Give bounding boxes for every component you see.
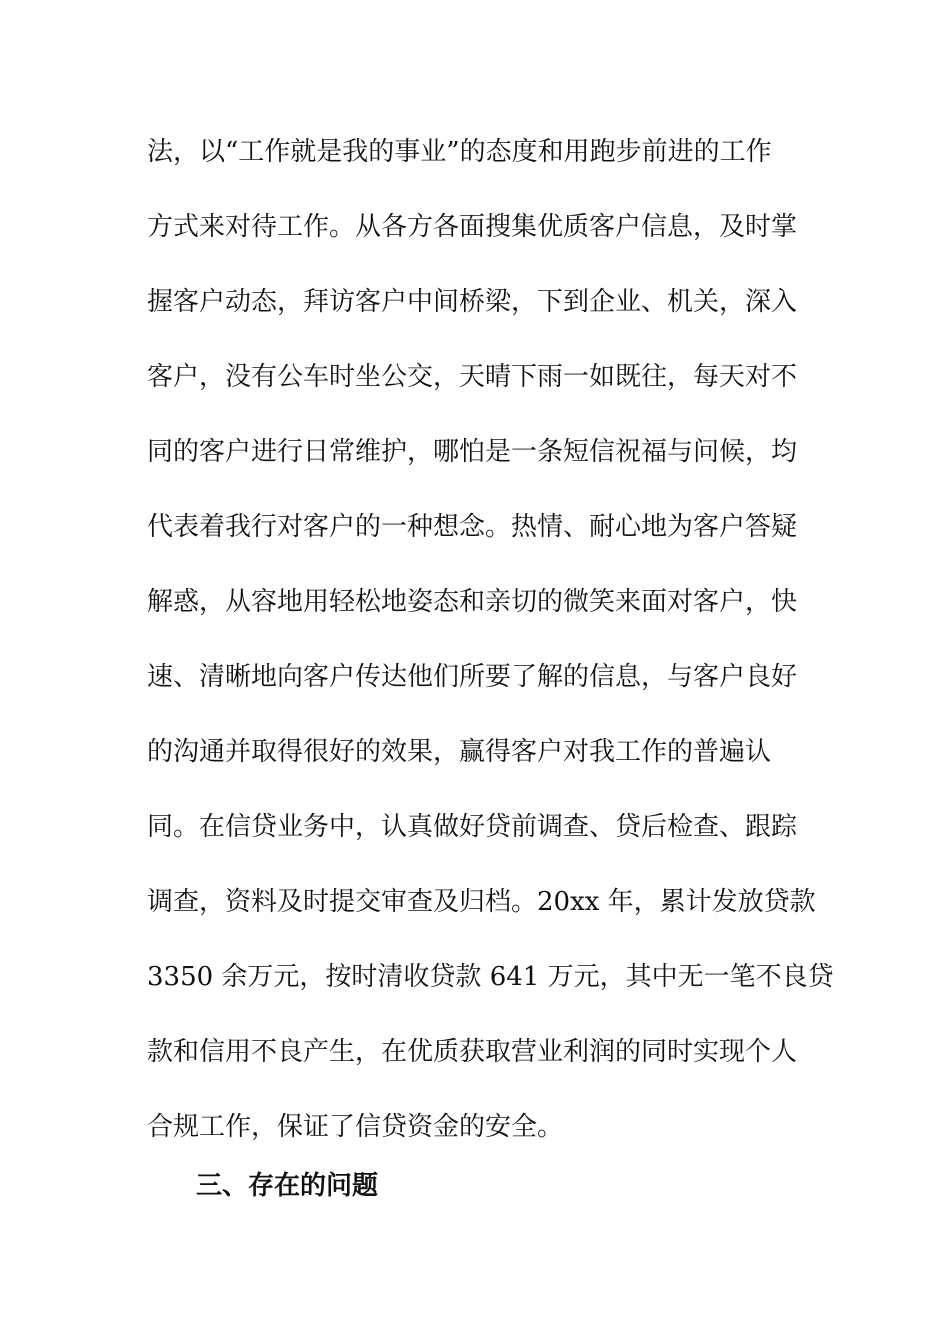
paragraph-line: 3350 余万元，按时清收贷款 641 万元，其中无一笔不良贷 (147, 962, 834, 992)
paragraph-line: 的沟通并取得很好的效果，赢得客户对我工作的普遍认 (147, 737, 772, 767)
paragraph-line: 合规工作，保证了信贷资金的安全。 (147, 1112, 564, 1142)
paragraph-line: 代表着我行对客户的一种想念。热情、耐心地为客户答疑 (147, 512, 798, 542)
paragraph-line: 法，以“工作就是我的事业”的态度和用跑步前进的工作 (147, 137, 772, 167)
paragraph-line: 款和信用不良产生，在优质获取营业利润的同时实现个人 (147, 1037, 798, 1067)
paragraph-line: 同的客户进行日常维护，哪怕是一条短信祝福与问候，均 (147, 437, 798, 467)
paragraph-line: 解惑，从容地用轻松地姿态和亲切的微笑来面对客户，快 (147, 587, 798, 617)
paragraph-line: 客户，没有公车时坐公交，天晴下雨一如既往，每天对不 (147, 362, 798, 392)
section-heading: 三、存在的问题 (196, 1171, 379, 1201)
paragraph-line: 调查，资料及时提交审查及归档。20xx 年，累计发放贷款 (147, 887, 816, 917)
paragraph-line: 速、清晰地向客户传达他们所要了解的信息，与客户良好 (147, 662, 798, 692)
paragraph-line: 同。在信贷业务中，认真做好贷前调查、贷后检查、跟踪 (147, 812, 798, 842)
paragraph-line: 方式来对待工作。从各方各面搜集优质客户信息，及时掌 (147, 212, 798, 242)
paragraph-line: 握客户动态，拜访客户中间桥梁，下到企业、机关，深入 (147, 287, 798, 317)
